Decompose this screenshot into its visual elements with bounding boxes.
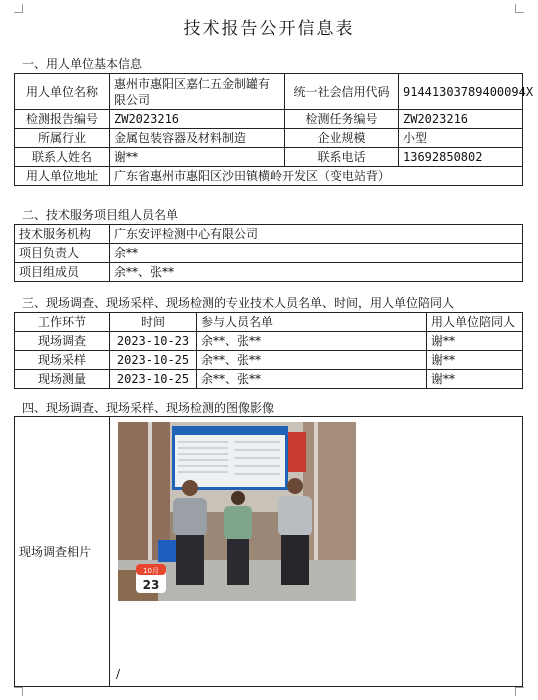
industry-value: 金属包装容器及材料制造 xyxy=(110,129,285,148)
time-cell: 2023-10-25 xyxy=(110,370,197,389)
address-value: 广东省惠州市惠阳区沙田镇横岭开发区（变电站背） xyxy=(110,167,523,186)
task-no-label: 检测任务编号 xyxy=(285,110,399,129)
stage-cell: 现场调查 xyxy=(15,332,110,351)
contact-name-label: 联系人姓名 xyxy=(15,148,110,167)
scale-label: 企业规模 xyxy=(285,129,399,148)
task-no-value: ZW2023216 xyxy=(399,110,523,129)
photo-badge-month: 10月 xyxy=(143,567,159,575)
unit-info-table xyxy=(14,73,534,186)
credit-code-label: 统一社会信用代码 xyxy=(285,74,399,110)
page-title: 技术报告公开信息表 xyxy=(183,19,355,39)
section4-heading: 四、现场调查、现场采样、现场检测的图像影像 xyxy=(22,401,275,415)
col-header-time: 时间 xyxy=(110,313,197,332)
credit-code-value: 91441303789400094X xyxy=(399,74,523,110)
staff-cell: 余**、张** xyxy=(197,351,427,370)
time-cell: 2023-10-23 xyxy=(110,332,197,351)
photo-note: / xyxy=(116,667,121,681)
site-survey-photo xyxy=(118,422,356,601)
time-cell: 2023-10-25 xyxy=(110,351,197,370)
contact-name-value: 谢** xyxy=(110,148,285,167)
table-row xyxy=(15,263,523,282)
corner-mark-bottom-right xyxy=(515,687,524,696)
table-row xyxy=(15,370,523,389)
table-row xyxy=(15,225,523,244)
unit-name-value: 惠州市惠阳区嘉仁五金制罐有限公司 xyxy=(110,74,285,110)
scale-value: 小型 xyxy=(399,129,523,148)
address-label: 用人单位地址 xyxy=(15,167,110,186)
fieldwork-table xyxy=(14,312,523,389)
table-row xyxy=(15,74,523,110)
section2-heading: 二、技术服务项目组人员名单 xyxy=(22,208,179,222)
stage-cell: 现场测量 xyxy=(15,370,110,389)
agency-value: 广东安评检测中心有限公司 xyxy=(110,225,523,244)
members-label: 项目组成员 xyxy=(15,263,110,282)
table-header-row xyxy=(15,313,523,332)
escort-cell: 谢** xyxy=(427,332,523,351)
section1-heading: 一、用人单位基本信息 xyxy=(22,57,143,71)
table-row xyxy=(15,244,523,263)
table-row xyxy=(15,148,523,167)
report-no-label: 检测报告编号 xyxy=(15,110,110,129)
col-header-stage: 工作环节 xyxy=(15,313,110,332)
table-row xyxy=(15,167,523,186)
agency-label: 技术服务机构 xyxy=(15,225,110,244)
photo-badge-day: 23 xyxy=(142,578,160,592)
unit-name-label: 用人单位名称 xyxy=(15,74,110,110)
phone-label: 联系电话 xyxy=(285,148,399,167)
section3-heading: 三、现场调查、现场采样、现场检测的专业技术人员名单、时间，用人单位陪同人 xyxy=(22,296,455,310)
table-row xyxy=(15,332,523,351)
corner-mark-top-left xyxy=(14,4,23,13)
corner-mark-top-right xyxy=(515,4,524,13)
corner-mark-bottom-left xyxy=(14,687,23,696)
table-row xyxy=(15,129,523,148)
col-header-staff: 参与人员名单 xyxy=(197,313,427,332)
col-header-escort: 用人单位陪同人 xyxy=(427,313,523,332)
report-no-value: ZW2023216 xyxy=(110,110,285,129)
members-value: 余**、张** xyxy=(110,263,523,282)
industry-label: 所属行业 xyxy=(15,129,110,148)
table-row xyxy=(15,351,523,370)
staff-cell: 余**、张** xyxy=(197,370,427,389)
table-row xyxy=(15,110,523,129)
escort-cell: 谢** xyxy=(427,370,523,389)
leader-label: 项目负责人 xyxy=(15,244,110,263)
leader-value: 余** xyxy=(110,244,523,263)
escort-cell: 谢** xyxy=(427,351,523,370)
photo-label: 现场调查相片 xyxy=(15,417,110,687)
team-table xyxy=(14,224,523,282)
staff-cell: 余**、张** xyxy=(197,332,427,351)
stage-cell: 现场采样 xyxy=(15,351,110,370)
phone-value: 13692850802 xyxy=(399,148,523,167)
